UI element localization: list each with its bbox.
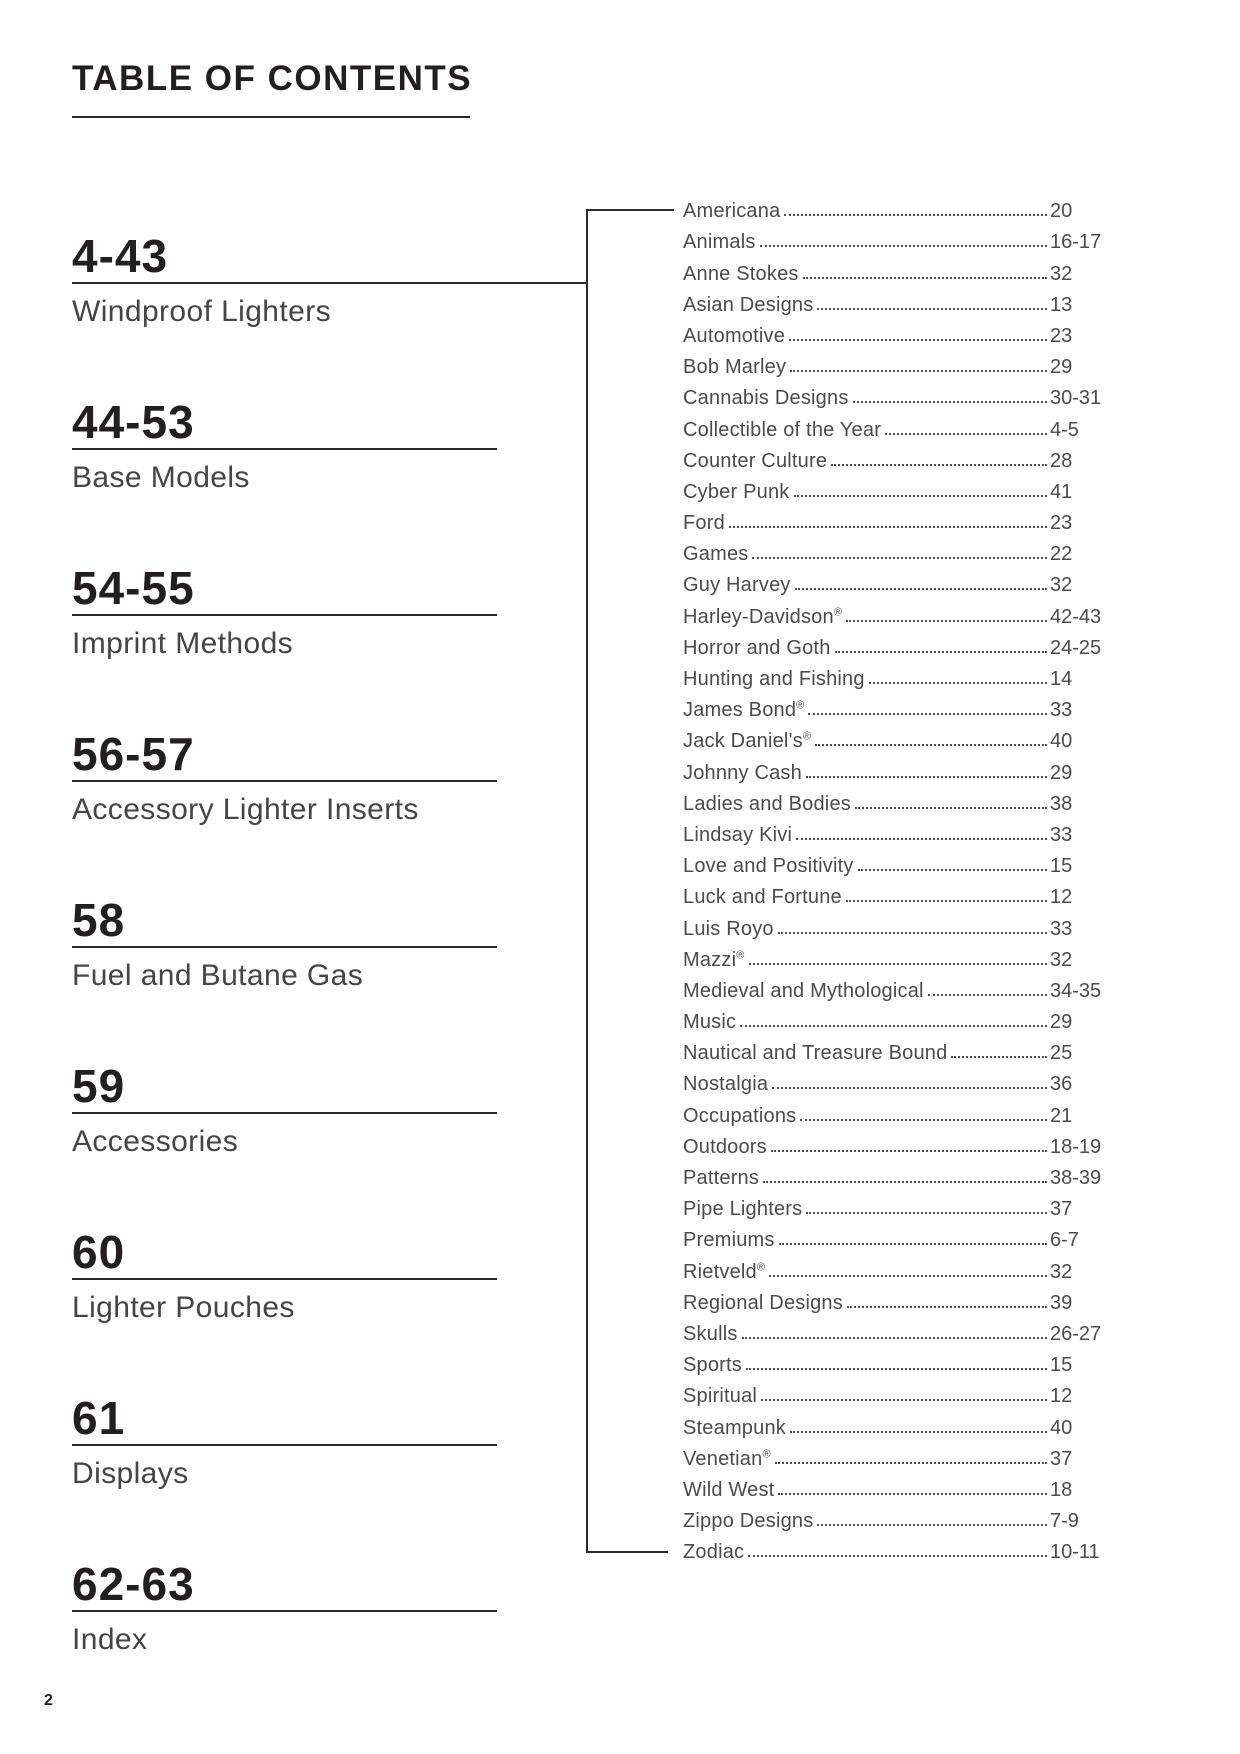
index-entry-pages: 40 [1050, 1416, 1073, 1439]
index-entry-label: Harley-Davidson [683, 605, 834, 628]
index-entry-label: James Bond [683, 699, 797, 722]
section-rule [72, 780, 497, 782]
index-entry-label: Ford [683, 512, 725, 535]
index-entry-label: Luis Royo [683, 917, 774, 940]
index-entry-pages: 21 [1050, 1104, 1073, 1127]
index-entry [683, 194, 1102, 225]
dot-leader [831, 464, 1047, 466]
page-number: 2 [44, 1692, 53, 1709]
index-entry-pages: 39 [1050, 1291, 1073, 1314]
dot-leader [729, 526, 1047, 528]
index-entry [683, 1535, 1102, 1566]
index-entry-pages: 29 [1050, 1011, 1073, 1034]
index-entry [683, 693, 1102, 724]
dot-leader [858, 869, 1047, 871]
dot-leader [748, 1555, 1047, 1557]
index-entry-pages: 32 [1050, 948, 1073, 971]
section-rule [72, 1444, 497, 1446]
toc-section [72, 1558, 602, 1727]
index-entry-pages: 38 [1050, 792, 1073, 815]
index-entry-label: Jack Daniel's [683, 730, 803, 753]
dot-leader [853, 401, 1047, 403]
section-title: Accessories [72, 1125, 239, 1158]
index-entry [683, 787, 1102, 818]
registered-mark: ® [802, 730, 812, 743]
index-entry-label: Ladies and Bodies [683, 792, 851, 815]
index-entry [683, 1473, 1102, 1504]
index-column [683, 194, 1102, 1566]
index-entry [683, 1130, 1102, 1161]
index-entry [683, 631, 1102, 662]
dot-leader [885, 433, 1047, 435]
index-entry-label: Asian Designs [683, 293, 814, 316]
index-entry [683, 1379, 1102, 1410]
index-entry [683, 724, 1102, 755]
index-entry-label: Luck and Fortune [683, 886, 842, 909]
index-entry-label: Love and Positivity [683, 855, 854, 878]
index-entry [683, 1410, 1102, 1441]
dot-leader [775, 1462, 1047, 1464]
dot-leader [778, 932, 1047, 934]
index-entry-label: Bob Marley [683, 356, 787, 379]
index-entry [683, 818, 1102, 849]
index-entry-pages: 34-35 [1050, 979, 1102, 1002]
index-entry-label: Games [683, 543, 749, 566]
dot-leader [855, 807, 1047, 809]
index-entry-pages: 32 [1050, 574, 1073, 597]
index-entry [683, 943, 1102, 974]
section-title: Displays [72, 1457, 189, 1490]
title-underline [72, 116, 470, 118]
index-entry [683, 319, 1102, 350]
index-entry-label: Nostalgia [683, 1073, 769, 1096]
toc-section [72, 396, 602, 565]
registered-mark: ® [796, 699, 805, 712]
index-entry [683, 880, 1102, 911]
index-entry-label: Pipe Lighters [683, 1198, 803, 1221]
section-rule [72, 282, 588, 284]
section-rule [72, 946, 497, 948]
index-entry-label: Lindsay Kivi [683, 823, 793, 846]
section-page-range: 60 [72, 1226, 126, 1278]
registered-mark: ® [736, 949, 745, 962]
index-entry-label: Horror and Goth [683, 636, 831, 659]
index-entry-pages: 22 [1050, 543, 1073, 566]
index-entry [683, 662, 1102, 693]
index-entry-pages: 32 [1050, 1260, 1073, 1283]
index-entry [683, 1317, 1102, 1348]
index-entry-pages: 23 [1050, 324, 1073, 347]
section-rule [72, 1112, 497, 1114]
dot-leader [817, 1524, 1047, 1526]
dot-leader [761, 1399, 1047, 1401]
index-entry-pages: 10-11 [1050, 1541, 1100, 1564]
index-entry-label: Rietveld [683, 1260, 757, 1283]
index-entry-label: Premiums [683, 1229, 775, 1252]
dot-leader [806, 776, 1047, 778]
index-entry-pages: 12 [1050, 886, 1073, 909]
index-entry-label: Animals [683, 231, 756, 254]
page-header [72, 58, 472, 118]
index-entry [683, 1348, 1102, 1379]
index-entry-label: Counter Culture [683, 449, 828, 472]
index-entry-label: Mazzi [683, 948, 737, 971]
page-title: TABLE OF CONTENTS [72, 59, 473, 98]
index-entry-label: Anne Stokes [683, 262, 799, 285]
section-page-range: 61 [72, 1392, 126, 1444]
index-entry-label: Cannabis Designs [683, 387, 849, 410]
dot-leader [869, 682, 1047, 684]
toc-section [72, 894, 602, 1063]
index-entry [683, 537, 1102, 568]
index-entry [683, 911, 1102, 942]
dot-leader [846, 900, 1047, 902]
index-entry-label: Zodiac [683, 1541, 745, 1564]
dot-leader [772, 1087, 1047, 1089]
dot-leader [746, 1368, 1047, 1370]
index-entry-pages: 23 [1050, 512, 1073, 535]
dot-leader [784, 214, 1047, 216]
index-entry-label: Spiritual [683, 1385, 758, 1408]
toc-section [72, 1226, 602, 1395]
index-entry-label: Zippo Designs [683, 1510, 814, 1533]
section-rule [72, 448, 497, 450]
section-rule [72, 1610, 497, 1612]
dot-leader [794, 495, 1048, 497]
sections-column [72, 230, 602, 1727]
toc-section [72, 728, 602, 897]
section-page-range: 58 [72, 894, 126, 946]
index-entry [683, 256, 1102, 287]
registered-mark: ® [833, 605, 843, 618]
index-entry-pages: 32 [1050, 262, 1073, 285]
index-entry [683, 1036, 1102, 1067]
index-entry-label: Americana [683, 200, 781, 223]
index-entry-pages: 7-9 [1050, 1510, 1079, 1533]
index-entry-pages: 38-39 [1050, 1167, 1102, 1189]
toc-section [72, 1060, 602, 1229]
index-entry [683, 412, 1102, 443]
dot-leader [847, 1306, 1047, 1308]
index-entry-pages: 15 [1050, 1354, 1073, 1377]
index-entry-pages: 41 [1050, 480, 1073, 503]
index-entry [683, 350, 1102, 381]
index-entry-pages: 6-7 [1050, 1229, 1079, 1252]
section-rule [72, 614, 497, 616]
index-entry-pages: 26-27 [1050, 1322, 1102, 1345]
dot-leader [779, 1243, 1047, 1245]
index-entry-label: Skulls [683, 1322, 738, 1345]
dot-leader [817, 308, 1047, 310]
dot-leader [800, 1119, 1047, 1121]
index-entry-label: Regional Designs [683, 1291, 843, 1314]
dot-leader [803, 277, 1047, 279]
dot-leader [806, 1212, 1047, 1214]
index-entry [683, 1098, 1102, 1129]
index-entry [683, 1254, 1102, 1285]
index-entry [683, 599, 1102, 630]
registered-mark: ® [762, 1448, 771, 1461]
index-entry-label: Sports [683, 1354, 743, 1377]
dot-leader [815, 744, 1047, 746]
section-title: Imprint Methods [72, 627, 294, 660]
index-entry-pages: 33 [1050, 823, 1073, 846]
dot-leader [846, 620, 1047, 622]
index-entry-pages: 18-19 [1050, 1135, 1102, 1158]
dot-leader [769, 1275, 1047, 1277]
index-entry-pages: 4-5 [1050, 418, 1079, 441]
index-entry [683, 1223, 1102, 1254]
index-entry-label: Steampunk [683, 1416, 786, 1439]
dot-leader [740, 1025, 1047, 1027]
index-entry-pages: 42-43 [1050, 605, 1102, 628]
dot-leader [789, 339, 1047, 341]
index-entry-pages: 33 [1050, 699, 1073, 722]
index-entry-pages: 16-17 [1050, 231, 1102, 254]
index-entry-pages: 33 [1050, 917, 1073, 940]
section-page-range: 54-55 [72, 562, 195, 614]
section-title: Accessory Lighter Inserts [72, 793, 419, 826]
section-page-range: 44-53 [72, 396, 195, 448]
index-entry-pages: 25 [1050, 1042, 1073, 1065]
index-entry [683, 1005, 1102, 1036]
index-entry [683, 568, 1102, 599]
registered-mark: ® [756, 1260, 766, 1273]
index-entry-pages: 28 [1050, 449, 1073, 472]
index-entry-label: Patterns [683, 1167, 760, 1189]
index-entry-pages: 15 [1050, 855, 1073, 878]
bracket-line-top [586, 209, 674, 211]
dot-leader [951, 1056, 1047, 1058]
index-entry-pages: 29 [1050, 761, 1073, 784]
index-entry [683, 225, 1102, 256]
dot-leader [752, 557, 1047, 559]
dot-leader [778, 1493, 1047, 1495]
dot-leader [790, 370, 1047, 372]
section-title: Index [72, 1623, 148, 1656]
index-entry [683, 1286, 1102, 1317]
index-entry-pages: 40 [1050, 730, 1073, 753]
index-entry-label: Venetian [683, 1447, 763, 1470]
section-rule [72, 1278, 497, 1280]
section-title: Windproof Lighters [72, 295, 331, 328]
dot-leader [796, 838, 1047, 840]
index-entry-label: Music [683, 1011, 737, 1034]
index-entry-label: Automotive [683, 324, 786, 347]
index-entry-pages: 20 [1050, 200, 1073, 223]
index-entry [683, 1161, 1102, 1192]
index-entry-label: Nautical and Treasure Bound [683, 1042, 948, 1065]
index-entry-label: Wild West [683, 1478, 775, 1501]
dot-leader [928, 994, 1047, 996]
dot-leader [795, 588, 1047, 590]
index-entry-label: Hunting and Fishing [683, 668, 865, 690]
dot-leader [760, 245, 1047, 247]
index-entry-pages: 24-25 [1050, 636, 1102, 659]
index-entry [683, 1067, 1102, 1098]
section-title: Base Models [72, 461, 250, 494]
section-page-range: 56-57 [72, 728, 195, 780]
index-entry-label: Collectible of the Year [683, 418, 882, 441]
index-entry [683, 381, 1102, 412]
dot-leader [808, 713, 1047, 715]
index-entry-pages: 13 [1050, 293, 1073, 316]
index-entry [683, 288, 1102, 319]
index-entry-label: Medieval and Mythological [683, 979, 924, 1002]
index-entry [683, 849, 1102, 880]
index-entry-pages: 12 [1050, 1385, 1073, 1408]
index-entry-pages: 18 [1050, 1478, 1073, 1501]
index-entry-pages: 14 [1050, 668, 1073, 690]
index-entry [683, 444, 1102, 475]
index-entry-label: Cyber Punk [683, 480, 790, 503]
index-entry [683, 475, 1102, 506]
dot-leader [763, 1181, 1047, 1183]
index-entry [683, 755, 1102, 786]
toc-section [72, 230, 602, 399]
dot-leader [790, 1431, 1047, 1433]
index-entry-pages: 29 [1050, 356, 1073, 379]
section-page-range: 59 [72, 1060, 126, 1112]
index-entry-pages: 30-31 [1050, 387, 1102, 410]
toc-section [72, 562, 602, 731]
index-entry-pages: 37 [1050, 1447, 1073, 1470]
dot-leader [749, 963, 1047, 965]
section-page-range: 62-63 [72, 1558, 195, 1610]
index-entry-pages: 37 [1050, 1198, 1073, 1221]
index-entry-label: Guy Harvey [683, 574, 791, 597]
section-title: Fuel and Butane Gas [72, 959, 364, 992]
index-entry-label: Occupations [683, 1104, 797, 1127]
dot-leader [742, 1337, 1047, 1339]
index-entry-label: Johnny Cash [683, 761, 802, 784]
index-entry [683, 1192, 1102, 1223]
index-entry [683, 974, 1102, 1005]
index-entry [683, 506, 1102, 537]
dot-leader [835, 651, 1047, 653]
toc-section [72, 1392, 602, 1561]
section-page-range: 4-43 [72, 230, 169, 282]
section-title: Lighter Pouches [72, 1291, 295, 1324]
dot-leader [771, 1150, 1047, 1152]
index-entry-label: Outdoors [683, 1135, 767, 1158]
index-entry [683, 1504, 1102, 1535]
index-entry [683, 1442, 1102, 1473]
index-entry-pages: 36 [1050, 1073, 1073, 1096]
